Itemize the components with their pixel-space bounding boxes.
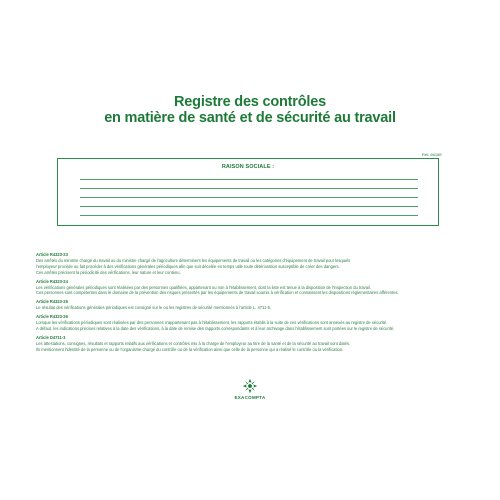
exacompta-logo [225, 378, 275, 400]
write-line [80, 188, 418, 189]
exacompta-logo-icon [242, 378, 258, 394]
article-block [36, 252, 446, 276]
write-line [80, 197, 418, 198]
article-title: Article R4323-23 [36, 252, 68, 257]
article-text: Les attestations, consignes, résultats et rapports relatifs aux vérifications et contrôles mis à la charge de l'employeur au titre de la santé et de la sécurité au travail sont datés. [36, 340, 351, 346]
article-text: Ces personnes sont compétentes dans le domaine de la prévention des risques présentés par les équipements de travail soumis à vérification et connaissent les dispositions réglementaires afférentes. [36, 290, 399, 296]
company-name-box[interactable] [57, 158, 439, 226]
article-block [36, 314, 446, 332]
article-text: Le résultat des vérifications générales périodiques est consigné sur le ou les registres de sécurité mentionnés à l'article L. 4711-5. [36, 305, 272, 311]
article-text: A défaut, les indications précises relatives à la date des vérifications, à la date de remise des rapports correspondants et à leur archivage dans l'établissement sont portées sur le registre de sécurité. [36, 325, 395, 331]
article-title: Article R4323-25 [36, 299, 68, 305]
article-title: Article D4711-3 [36, 334, 66, 340]
article-text: Les vérifications générales périodiques sont réalisées par des personnes qualifiées, appartenant ou non à l'établissement, dont la liste est tenue à la disposition de l'inspection du travail. [36, 284, 371, 290]
exacompta-logo-text: EXACOMPTA [234, 395, 266, 400]
article-title: Article R4323-24 [36, 278, 68, 284]
title-line-2: en matière de santé et de sécurité au travail [104, 110, 396, 126]
article-text: Des arrêtés du ministre chargé du travail ou du ministre chargé de l'agriculture déterminent les équipements de travail ou les catégories d'équipement de travail pour lesquels [36, 257, 351, 263]
document-title [0, 94, 500, 126]
article-title: Article R4323-26 [36, 314, 68, 320]
reference-number: Réf. 6616E [421, 152, 442, 157]
article-block [36, 299, 446, 311]
article-block [36, 335, 446, 353]
write-line [80, 215, 418, 216]
company-name-label: RAISON SOCIALE : [221, 164, 275, 170]
title-line-1: Registre des contrôles [174, 94, 326, 110]
articles-section [36, 252, 446, 356]
article-text: l'employeur procède ou fait procéder à des vérifications générales périodiques afin que soit décelée en temps utile toute détérioration susceptible de créer des dangers. [36, 263, 340, 269]
write-line [80, 179, 418, 180]
article-text: Lorsque les vérifications périodiques sont réalisées par des personnes n'appartenant pas à l'établissement, les rapports établis à la suite de ces vérifications sont annexés au registre de sécurité. [36, 320, 388, 326]
article-text: Ces arrêtés précisent la périodicité des vérifications, leur nature et leur contenu. [36, 269, 181, 275]
article-block [36, 279, 446, 297]
article-text: Ils mentionnent l'identité de la personne ou de l'organisme chargé du contrôle ou de la vérification ainsi que celle de la personne qui a réalisé le contrôle ou la vérification. [36, 346, 344, 352]
write-line [80, 206, 418, 207]
